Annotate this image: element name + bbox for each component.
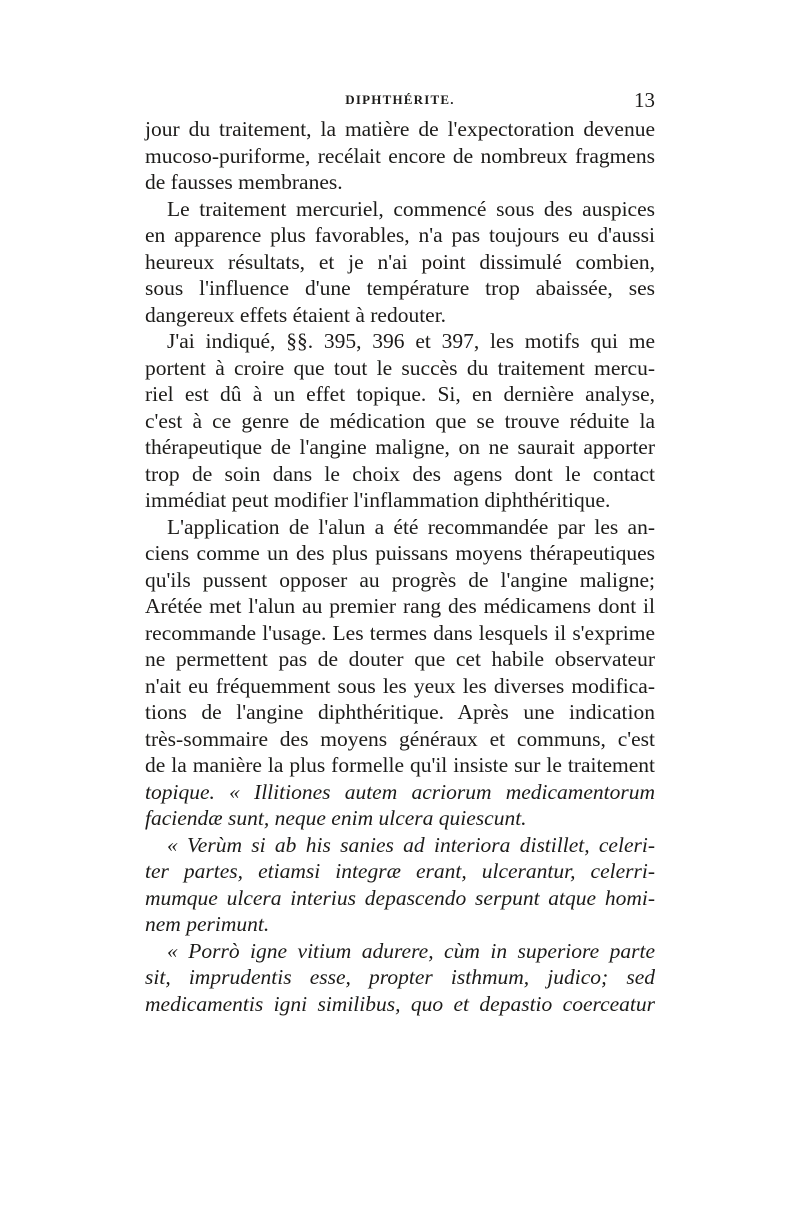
text-line: ne permettent pas de douter que cet habile observateur bbox=[145, 647, 655, 671]
text-line: ter partes, etiamsi integræ erant, ulcerantur, celerri- bbox=[145, 859, 655, 883]
text-line: J'ai indiqué, §§. 395, 396 et 397, les motifs qui me bbox=[167, 329, 655, 353]
text-line: nem perimunt. bbox=[145, 912, 270, 936]
text-line: trop de soin dans le choix des agens dont le contact bbox=[145, 461, 655, 486]
text-line: jour du traitement, la matière de l'expectoration devenue bbox=[145, 117, 655, 141]
page-number: 13 bbox=[634, 88, 655, 112]
body-text bbox=[145, 116, 655, 1017]
running-title: DIPHTHÉRITE. bbox=[345, 92, 455, 107]
text-line: c'est à ce genre de médication que se trouve réduite la bbox=[145, 408, 655, 433]
text-line: dangereux effets étaient à redouter. bbox=[145, 302, 447, 327]
text-line: n'ait eu fréquemment sous les yeux les diverses modifica- bbox=[145, 673, 655, 698]
page-header bbox=[145, 88, 655, 110]
text-line: « Porrò igne vitium adurere, cùm in superiore parte bbox=[167, 938, 655, 963]
text-line: de fausses membranes. bbox=[145, 170, 343, 194]
text-line: sit, imprudentis esse, propter isthmum, judico; sed bbox=[145, 965, 655, 989]
text-line: tions de l'angine diphthéritique. Après une indication bbox=[145, 700, 655, 724]
text-line: riel est dû à un effet topique. Si, en dernière analyse, bbox=[145, 382, 655, 406]
text-line: mucoso-puriforme, recélait encore de nombreux fragmens bbox=[145, 143, 655, 168]
text-line: topique. « Illitiones autem acriorum medicamentorum bbox=[145, 779, 655, 804]
text-line: portent à croire que tout le succès du traitement mercu- bbox=[145, 355, 655, 380]
text-line: « Verùm si ab his sanies ad interiora distillet, celeri- bbox=[167, 832, 655, 857]
text-line: en apparence plus favorables, n'a pas toujours eu d'aussi bbox=[145, 223, 655, 247]
text-line: très-sommaire des moyens généraux et communs, c'est bbox=[145, 726, 655, 751]
text-line: qu'ils pussent opposer au progrès de l'angine maligne; bbox=[145, 567, 655, 592]
text-line: medicamentis igni similibus, quo et depastio coerceatur bbox=[145, 991, 655, 1016]
text-line: ciens comme un des plus puissans moyens thérapeutiques bbox=[145, 541, 655, 565]
text-line: faciendæ sunt, neque enim ulcera quiescunt. bbox=[145, 806, 527, 830]
text-line: mumque ulcera interius depascendo serpunt atque homi- bbox=[145, 885, 655, 910]
text-line: L'application de l'alun a été recommandée par les an- bbox=[167, 514, 655, 539]
text-line: recommande l'usage. Les termes dans lesquels il s'exprime bbox=[145, 620, 655, 645]
text-line: de la manière la plus formelle qu'il insiste sur le traitement bbox=[145, 753, 655, 777]
text-line: sous l'influence d'une température trop abaissée, ses bbox=[145, 276, 655, 300]
text-line: immédiat peut modifier l'inflammation diphthéritique. bbox=[145, 488, 611, 512]
text-line: heureux résultats, et je n'ai point dissimulé combien, bbox=[145, 249, 655, 274]
text-line: thérapeutique de l'angine maligne, on ne saurait apporter bbox=[145, 435, 655, 459]
text-line: Le traitement mercuriel, commencé sous des auspices bbox=[167, 196, 655, 221]
text-line: Arétée met l'alun au premier rang des médicamens dont il bbox=[145, 594, 655, 618]
